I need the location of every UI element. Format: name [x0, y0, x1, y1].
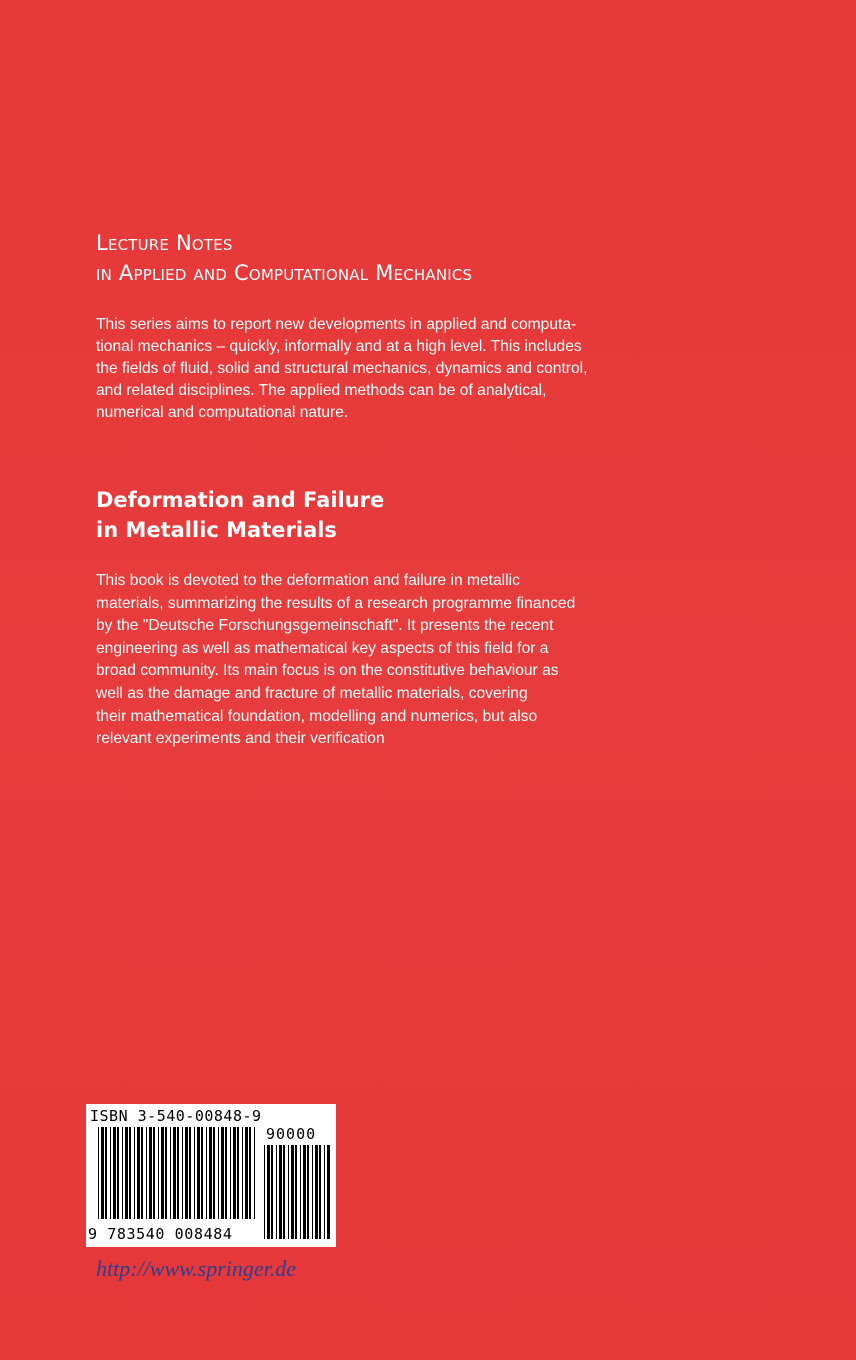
barcode-bar — [201, 1127, 203, 1219]
barcode-bar — [98, 1127, 99, 1219]
book-description-line: their mathematical foundation, modelling and numerics, but also — [96, 707, 538, 725]
barcode-bar — [117, 1127, 119, 1219]
book-description-line: well as the damage and fracture of metallic materials, covering — [96, 684, 528, 702]
barcode-bar — [324, 1145, 325, 1239]
barcode-bar — [206, 1127, 207, 1219]
barcode-bar — [173, 1127, 176, 1219]
ean-number: 9 783540 008484 — [88, 1225, 233, 1243]
barcode-bar — [327, 1145, 330, 1239]
series-description-line: the fields of fluid, solid and structural mechanics, dynamics and control, — [96, 360, 588, 377]
barcode-bar — [295, 1145, 297, 1239]
barcode-bar — [185, 1127, 188, 1219]
barcode-bar — [276, 1145, 277, 1239]
barcode-bar — [122, 1127, 123, 1219]
barcode-bar — [245, 1127, 248, 1219]
barcode-bar — [312, 1145, 313, 1239]
barcode-bar — [307, 1145, 309, 1239]
barcode-bar — [213, 1127, 215, 1219]
barcode-bar — [300, 1145, 301, 1239]
barcode-bar — [291, 1145, 294, 1239]
barcode-bar — [182, 1127, 183, 1219]
book-title — [96, 485, 596, 545]
barcode-bar — [283, 1145, 285, 1239]
barcode-bar — [254, 1127, 255, 1219]
publisher-url[interactable]: http://www.springer.de — [96, 1256, 297, 1281]
barcode-bars-icon — [98, 1127, 258, 1219]
series-description-line: This series aims to report new developments in applied and computa- — [96, 316, 577, 333]
barcode-bar — [125, 1127, 128, 1219]
barcode-bar — [153, 1127, 155, 1219]
barcode-bar — [141, 1127, 143, 1219]
barcode-bar — [209, 1127, 212, 1219]
barcode-bar — [161, 1127, 164, 1219]
barcode-bar — [113, 1127, 116, 1219]
barcode-bar — [249, 1127, 251, 1219]
book-title-line: Deformation and Failure — [96, 488, 385, 512]
barcode-bar — [225, 1127, 227, 1219]
barcode-bar — [315, 1145, 318, 1239]
book-title-line: in Metallic Materials — [96, 518, 337, 542]
series-description-line: and related disciplines. The applied methods can be of analytical, — [96, 382, 547, 399]
barcode-bar — [149, 1127, 152, 1219]
series-description-line: numerical and computational nature. — [96, 404, 349, 421]
series-title — [96, 228, 656, 288]
barcode-bar — [110, 1127, 111, 1219]
barcode-bar — [264, 1145, 265, 1239]
book-description-line: relevant experiments and their verification — [96, 730, 385, 748]
barcode-bar — [137, 1127, 140, 1219]
book-description — [96, 570, 576, 751]
barcode-bar — [101, 1127, 104, 1219]
barcode-bar — [303, 1145, 306, 1239]
barcode-bar — [146, 1127, 147, 1219]
barcode-bar — [134, 1127, 135, 1219]
barcode-bar — [237, 1127, 239, 1219]
barcode-label — [86, 1104, 336, 1247]
book-description-line: This book is devoted to the deformation and failure in metallic — [96, 572, 520, 589]
barcode-bar — [158, 1127, 159, 1219]
isbn-number: ISBN 3-540-00848-9 — [90, 1107, 262, 1125]
barcode-bar — [105, 1127, 107, 1219]
barcode-bar — [165, 1127, 167, 1219]
barcode-bar — [230, 1127, 231, 1219]
barcode-bar — [197, 1127, 200, 1219]
series-description — [96, 314, 588, 424]
barcode-bar — [233, 1127, 236, 1219]
series-title-line: in Applied and Computational Mechanics — [96, 261, 473, 285]
barcode-addon-bars-icon — [264, 1145, 330, 1239]
book-description-line: by the "Deutsche Forschungsgemeinschaft". It presents the recent — [96, 617, 554, 635]
barcode-bar — [194, 1127, 195, 1219]
barcode-bar — [189, 1127, 191, 1219]
barcode-bar — [177, 1127, 179, 1219]
barcode-bar — [267, 1145, 270, 1239]
barcode-bar — [242, 1127, 243, 1219]
series-title-line: Lecture Notes — [96, 231, 233, 255]
barcode-bar — [218, 1127, 219, 1219]
book-description-line: broad community. Its main focus is on the constitutive behaviour as — [96, 662, 559, 680]
series-description-line: tional mechanics – quickly, informally and at a high level. This includes — [96, 338, 582, 355]
barcode-addon-code: 90000 — [266, 1125, 317, 1143]
barcode-bar — [129, 1127, 131, 1219]
barcode-bar — [319, 1145, 321, 1239]
book-description-line: engineering as well as mathematical key aspects of this field for a — [96, 639, 549, 657]
barcode-bar — [279, 1145, 282, 1239]
barcode-bar — [288, 1145, 289, 1239]
barcode-bar — [170, 1127, 171, 1219]
barcode-bar — [271, 1145, 273, 1239]
book-description-line: materials, summarizing the results of a research programme financed — [96, 594, 576, 612]
barcode-bar — [221, 1127, 224, 1219]
